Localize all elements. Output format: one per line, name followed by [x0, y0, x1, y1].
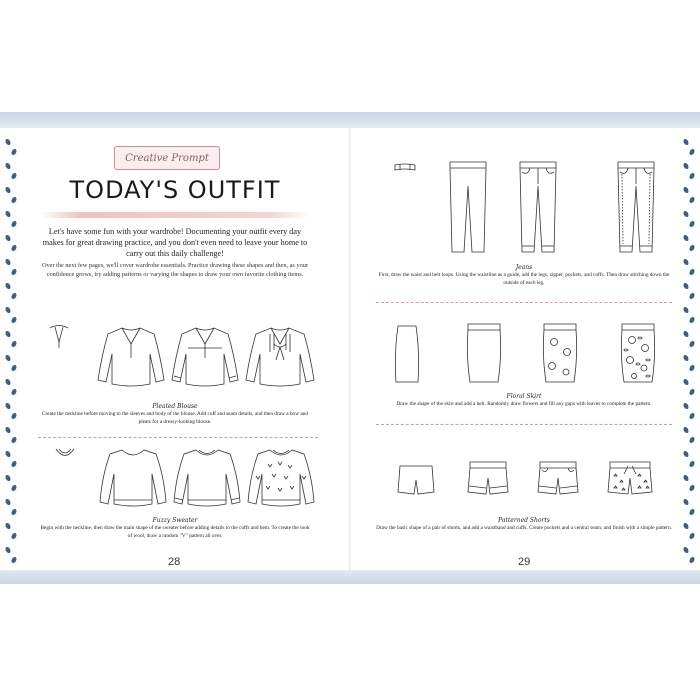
blouse-icon	[244, 324, 316, 392]
skirt-icon	[618, 322, 658, 386]
sweater-icon	[246, 446, 316, 512]
creative-prompt-badge: Creative Prompt	[114, 146, 220, 170]
section-divider	[38, 437, 318, 438]
jeans-icon	[616, 160, 656, 256]
neckline-icon	[54, 446, 76, 460]
intro-note: Over the next few pages, we'll cover wardrobe essentials. Practice drawing these shapes and then, as your confidence grows, try adding patterns or varying the shapes to draw your own favorite clothing items.	[41, 262, 309, 278]
skirt-icon	[464, 322, 504, 386]
intro-paragraph: Let's have some fun with your wardrobe! Documenting your outfit every day makes for great drawing practice, and you don't even need to leave your home to carry out this daily challenge!	[42, 227, 308, 258]
blouse-icon	[96, 324, 166, 392]
brush-stroke	[40, 212, 310, 218]
sweater-title: Fuzzy Sweater	[152, 517, 198, 524]
page-number: 28	[168, 556, 181, 568]
sweater-icon	[98, 446, 168, 512]
neckline-icon	[48, 324, 70, 350]
jeans-title: Jeans	[515, 264, 533, 271]
left-page	[0, 128, 350, 570]
blouse-icon	[170, 324, 240, 392]
page-number: 29	[518, 556, 531, 568]
skirt-title: Floral Skirt	[506, 393, 542, 400]
blouse-caption: Create the neckline before moving to the sleeves and body of the blouse. Add cuff and seam details, and then draw a bow and pleats for a dressy-looking blouse.	[42, 411, 308, 425]
section-divider	[376, 302, 672, 303]
page-title: TODAY'S OUTFIT	[69, 176, 281, 204]
section-divider	[376, 424, 672, 425]
shorts-icon	[466, 460, 510, 496]
jeans-icon	[518, 160, 558, 256]
shorts-icon	[536, 460, 580, 496]
skirt-icon	[540, 322, 580, 386]
waistband-icon	[394, 162, 416, 174]
sweater-caption: Begin with the neckline, then draw the main shape of the sweater before adding details to the cuffs and hem. To create the look of wool, draw a random "V" pattern all over.	[40, 525, 310, 539]
right-page	[350, 128, 700, 570]
shorts-icon	[606, 460, 654, 496]
book-spread	[0, 128, 700, 570]
shorts-title: Patterned Shorts	[498, 517, 550, 524]
shorts-icon	[396, 464, 436, 496]
shorts-caption: Draw the basic shape of a pair of shorts, and add a waistband and cuffs. Create pockets and a central seam, and finish with a simple pattern.	[376, 525, 672, 531]
skirt-icon	[392, 324, 422, 386]
sweater-icon	[172, 446, 242, 512]
blouse-title: Pleated Blouse	[152, 403, 198, 410]
skirt-caption: Draw the shape of the skirt and add a belt. Randomly draw flowers and fill any gaps with leaves to complete the pattern.	[396, 401, 652, 407]
jeans-icon	[448, 160, 488, 256]
jeans-caption: First, draw the waist and belt loops. Using the waistline as a guide, add the legs, zipper, pockets, and cuffs. Then draw stitching down the outside of each leg.	[378, 272, 670, 286]
